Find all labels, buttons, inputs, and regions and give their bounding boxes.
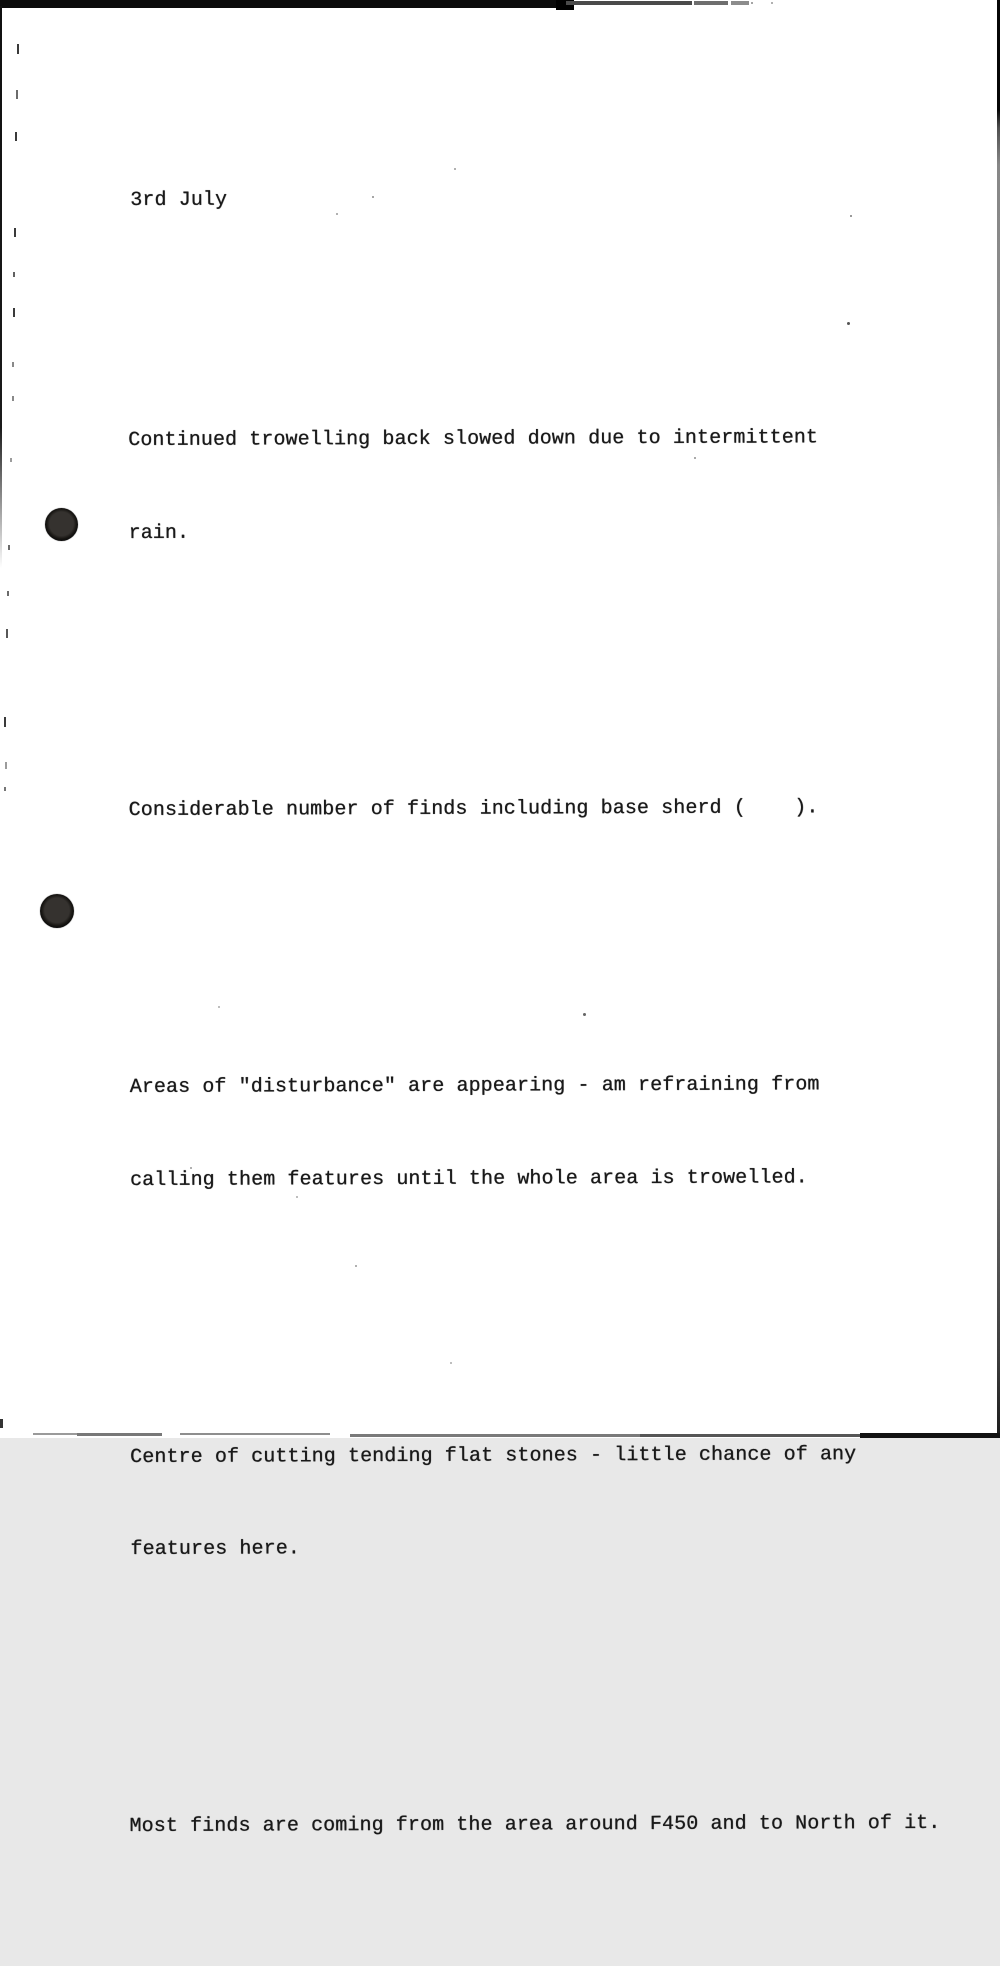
scan-tick [12,396,14,401]
scan-artifact-top-line [694,1,728,5]
diary-text [125,121,941,1966]
diary-line: Most finds are coming from the area around F450 and to North of it. [129,1812,941,1839]
scan-artifact-bottom-line [33,1433,77,1435]
diary-line: calling them features until the whole area is trowelled. [130,1165,808,1192]
scan-artifact-top-bar [0,0,566,8]
diary-paragraph [129,1008,938,1257]
scan-tick [6,629,8,638]
scan-tick [4,717,6,727]
scan-tick [4,787,6,791]
scan-tick [10,458,12,462]
scan-tick [7,591,9,596]
scan-tick [16,90,18,99]
scan-artifact-top-line [731,1,749,5]
diary-line: Centre of cutting tending flat stones - little chance of any [130,1442,857,1469]
diary-line: Continued trowelling back slowed down due to intermittent [128,426,819,453]
diary-line: Areas of "disturbance" are appearing - am refraining from [129,1073,820,1100]
scan-speck [771,2,773,4]
scan-tick [17,44,19,54]
scan-speck [751,2,753,4]
diary-date-heading: 3rd July [130,188,228,212]
scan-tick [13,272,15,277]
hole-punch [45,508,78,541]
scan-artifact-left-edge [0,6,2,568]
scan-tick [13,308,15,317]
hole-punch [40,894,74,928]
diary-line: features here. [130,1537,300,1562]
scan-artifact-bottom-left [0,1419,3,1428]
scan-tick [15,132,17,141]
diary-paragraph [129,1748,940,1905]
diary-paragraph [130,1378,940,1627]
scan-tick [14,228,16,237]
scan-artifact-top-line [566,1,692,5]
diary-paragraph [128,731,936,888]
diary-line: Considerable number of finds including base sherd ( ). [128,796,819,822]
diary-line: rain. [128,521,190,545]
scan-tick [12,362,14,367]
scan-tick [8,545,10,550]
diary-paragraph [128,362,936,611]
scan-tick [5,762,7,769]
